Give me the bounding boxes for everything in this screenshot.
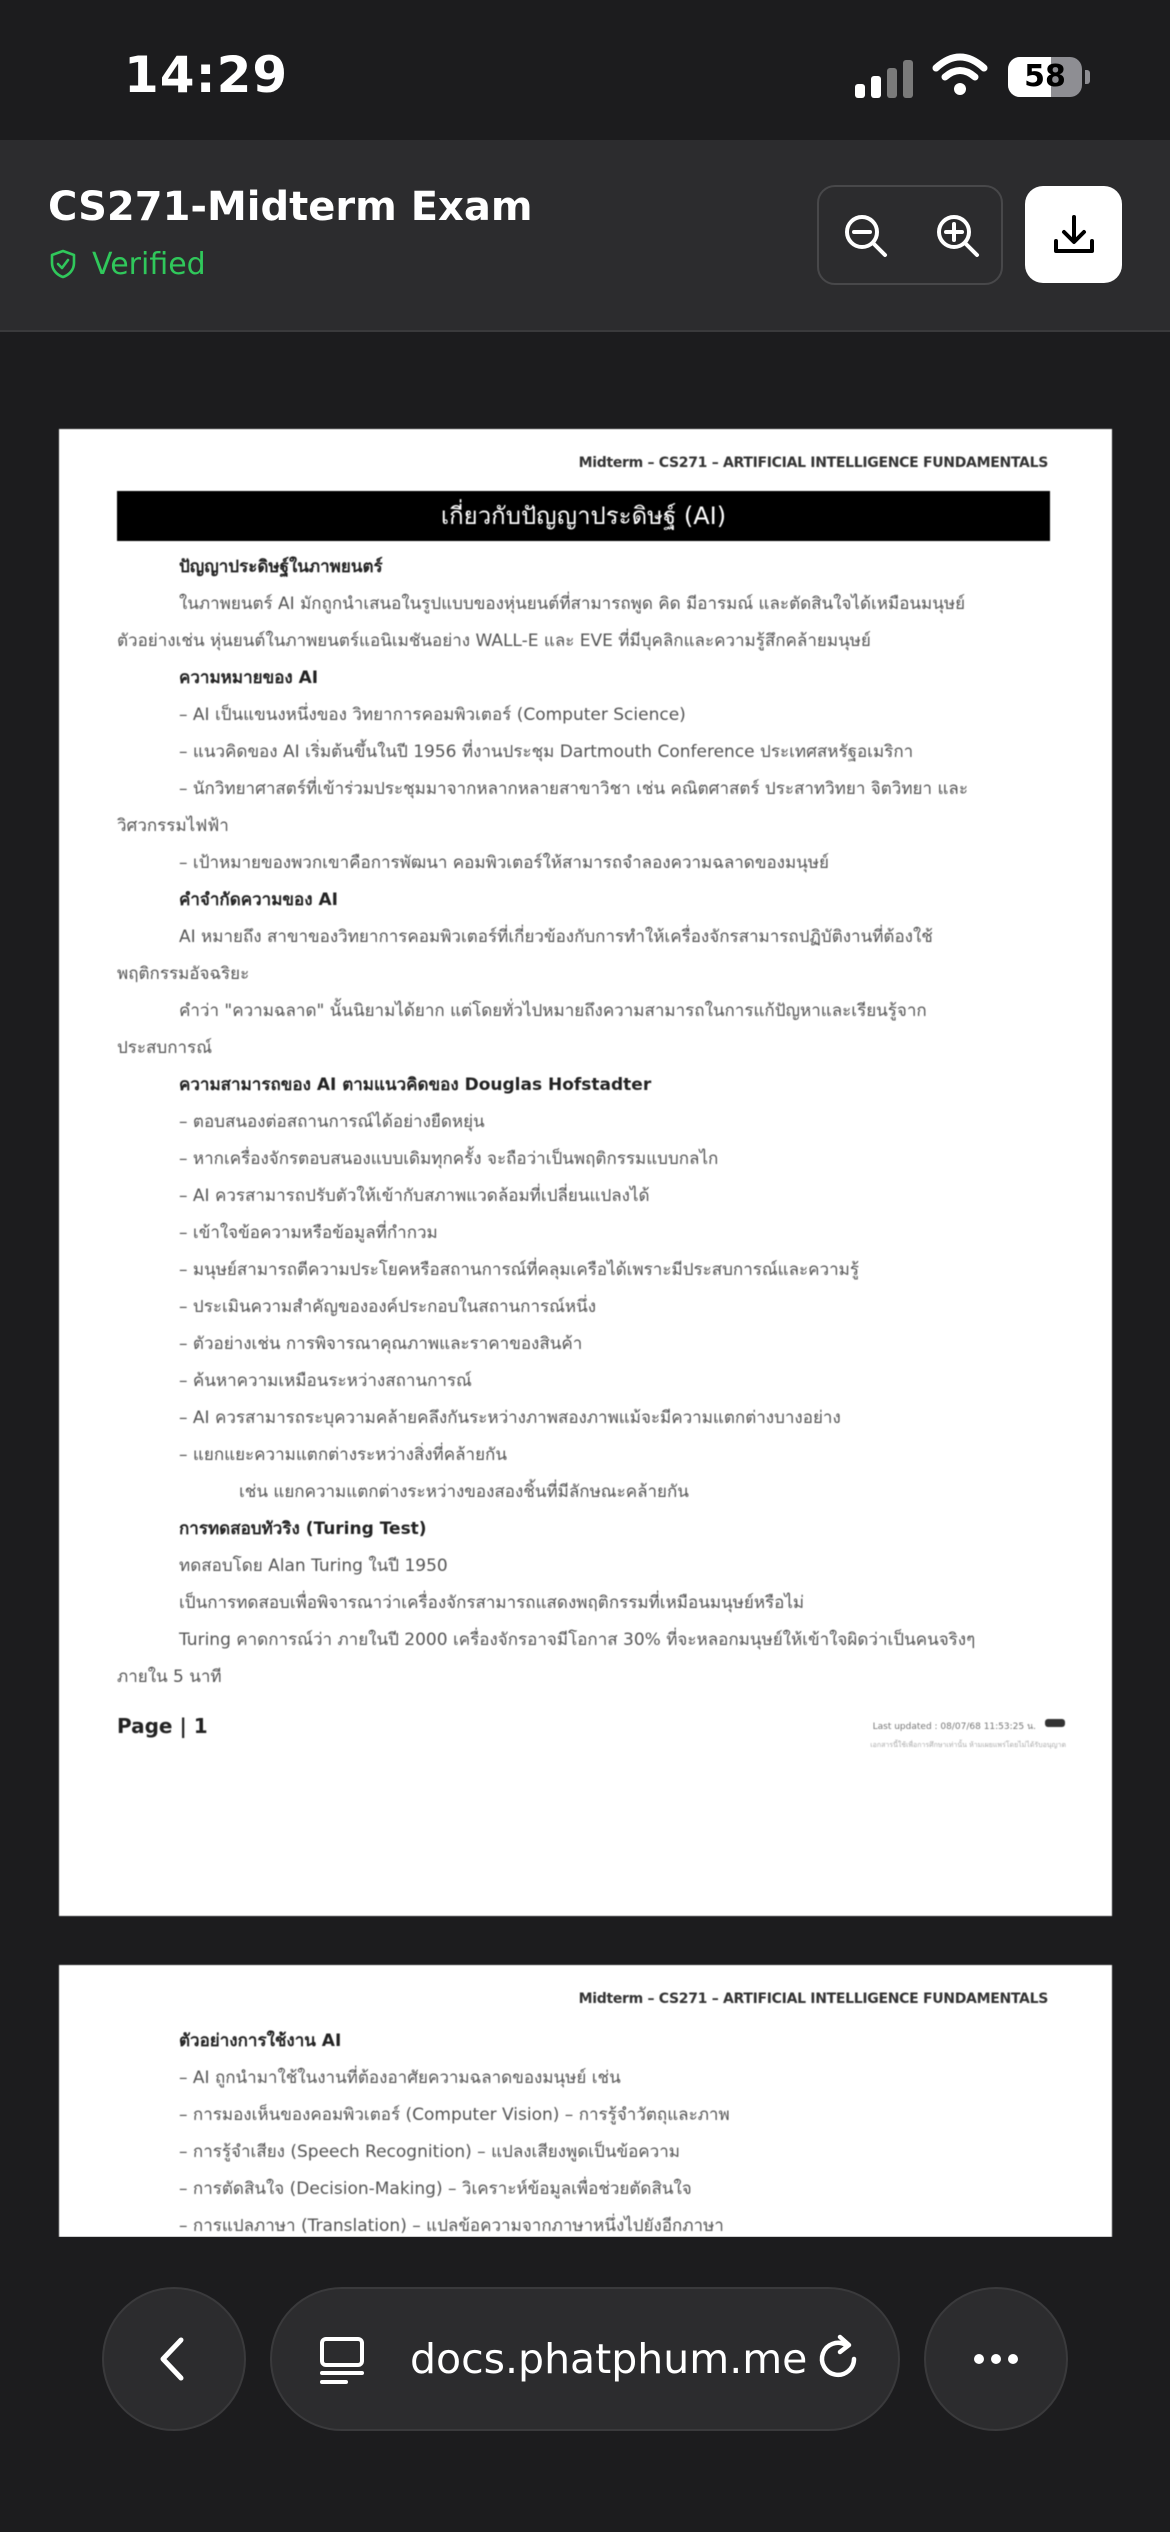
text-line: – AI ควรสามารถระบุความคล้ายคลึงกันระหว่างภาพสองภาพแม้จะมีความแตกต่างบางอย่าง xyxy=(179,1408,841,1428)
document-list-icon xyxy=(316,2331,374,2389)
text-line: – แนวคิดของ AI เริ่มต้นขึ้นในปี 1956 ที่งานประชุม Dartmouth Conference ประเทศสหรัฐอเมริกา xyxy=(179,742,914,762)
cellular-signal-icon xyxy=(855,58,915,98)
url-text: docs.phatphum.me xyxy=(410,2335,808,2383)
text-line: – การตัดสินใจ (Decision-Making) – วิเคราะห์ข้อมูลเพื่อช่วยตัดสินใจ xyxy=(179,2179,692,2199)
battery-percent: 58 xyxy=(1024,59,1066,94)
text-line: ภายใน 5 นาที xyxy=(117,1667,222,1687)
text-line: คำว่า "ความฉลาด" นั้นนิยามได้ยาก แต่โดยทั่วไปหมายถึงความสามารถในการแก้ปัญหาและเรียนรู้จาก xyxy=(179,1001,927,1021)
page-meta-note: เอกสารนี้ใช้เพื่อการศึกษาเท่านั้น ห้ามเผยแพร่โดยไม่ได้รับอนุญาต xyxy=(870,1741,1066,1749)
text-line: ทดสอบโดย Alan Turing ในปี 1950 xyxy=(179,1556,448,1576)
text-line: ตัวอย่างเช่น หุ่นยนต์ในภาพยนตร์แอนิเมชันอย่าง WALL-E และ EVE ที่มีบุคลิกและความรู้สึกคล้ายมนุษย์ xyxy=(117,631,871,651)
text-line: เช่น แยกความแตกต่างระหว่างของสองชิ้นที่มีลักษณะคล้ายกัน xyxy=(239,1482,689,1502)
wifi-icon xyxy=(932,52,988,96)
text-line: AI หมายถึง สาขาของวิทยาการคอมพิวเตอร์ที่เกี่ยวข้องกับการทำให้เครื่องจักรสามารถปฏิบัติงานที่ต้องใช้ xyxy=(179,927,933,947)
text-line: Turing คาดการณ์ว่า ภายในปี 2000 เครื่องจักรอาจมีโอกาส 30% ที่จะหลอกมนุษย์ให้เข้าใจผิดว่าเป็นคนจริงๆ xyxy=(179,1630,976,1650)
reload-icon[interactable] xyxy=(810,2331,866,2387)
section-heading: การทดสอบทัวริง (Turing Test) xyxy=(179,1519,427,1539)
browser-toolbar xyxy=(0,2237,1170,2532)
ellipsis-icon xyxy=(967,2330,1025,2388)
section-title: เกี่ยวกับปัญญาประดิษฐ์ (AI) xyxy=(117,491,1050,541)
zoom-out-button[interactable] xyxy=(819,187,911,283)
text-line: – เป้าหมายของพวกเขาคือการพัฒนา คอมพิวเตอร์ให้สามารถจำลองความฉลาดของมนุษย์ xyxy=(179,853,829,873)
section-heading: ความหมายของ AI xyxy=(179,668,319,688)
text-line: – มนุษย์สามารถตีความประโยคหรือสถานการณ์ที่คลุมเครือได้เพราะมีประสบการณ์และความรู้ xyxy=(179,1260,859,1280)
text-line: – นักวิทยาศาสตร์ที่เข้าร่วมประชุมมาจากหลากหลายสาขาวิชา เช่น คณิตศาสตร์ ประสาทวิทยา จิตวิทยา และ xyxy=(179,779,968,799)
text-line: – AI ถูกนำมาใช้ในงานที่ต้องอาศัยความฉลาดของมนุษย์ เช่น xyxy=(179,2068,621,2088)
page-content xyxy=(117,549,1050,1696)
page-content xyxy=(117,2023,1050,2237)
zoom-in-button[interactable] xyxy=(911,187,1003,283)
text-line: – การแปลภาษา (Translation) – แปลข้อความจากภาษาหนึ่งไปยังอีกภาษา xyxy=(179,2216,724,2236)
text-line: – การมองเห็นของคอมพิวเตอร์ (Computer Vision) – การรู้จำวัตถุและภาพ xyxy=(179,2105,730,2125)
document-header xyxy=(0,140,1170,332)
text-line: – AI เป็นแขนงหนึ่งของ วิทยาการคอมพิวเตอร์ (Computer Science) xyxy=(179,705,686,725)
page-meta: Last updated : 08/07/68 11:53:25 น. xyxy=(872,1722,1036,1732)
text-line: พฤติกรรมอัจฉริยะ xyxy=(117,964,250,984)
text-line: – หากเครื่องจักรตอบสนองแบบเดิมทุกครั้ง จะถือว่าเป็นพฤติกรรมแบบกลไก xyxy=(179,1149,719,1169)
chevron-left-icon xyxy=(145,2330,203,2388)
section-heading: คำจำกัดความของ AI xyxy=(179,890,338,910)
shield-check-icon xyxy=(48,249,78,279)
text-line: – ตอบสนองต่อสถานการณ์ได้อย่างยืดหยุ่น xyxy=(179,1112,485,1132)
page-running-head: Midterm – CS271 – ARTIFICIAL INTELLIGENCE FUNDAMENTALS xyxy=(578,1991,1048,2007)
text-line: เป็นการทดสอบเพื่อพิจารณาว่าเครื่องจักรสามารถแสดงพฤติกรรมที่เหมือนมนุษย์หรือไม่ xyxy=(179,1593,805,1613)
text-line: – ประเมินความสำคัญขององค์ประกอบในสถานการณ์หนึ่ง xyxy=(179,1297,597,1317)
zoom-in-icon xyxy=(933,211,981,259)
page-running-head: Midterm – CS271 – ARTIFICIAL INTELLIGENCE FUNDAMENTALS xyxy=(578,455,1048,471)
section-heading: ปัญญาประดิษฐ์ในภาพยนตร์ xyxy=(179,557,383,577)
text-line: ในภาพยนตร์ AI มักถูกนำเสนอในรูปแบบของหุ่นยนต์ที่สามารถพูด คิด มีอารมณ์ และตัดสินใจได้เหมือนมนุษย์ xyxy=(179,594,966,614)
section-heading: ความสามารถของ AI ตามแนวคิดของ Douglas Hofstadter xyxy=(179,1075,652,1095)
more-button[interactable] xyxy=(924,2287,1068,2431)
download-icon xyxy=(1050,211,1098,259)
verified-label: Verified xyxy=(92,246,206,282)
text-line: – การรู้จำเสียง (Speech Recognition) – แปลงเสียงพูดเป็นข้อความ xyxy=(179,2142,680,2162)
download-button[interactable] xyxy=(1025,186,1122,283)
document-title: CS271-Midterm Exam xyxy=(48,184,533,230)
text-line: – แยกแยะความแตกต่างระหว่างสิ่งที่คล้ายกัน xyxy=(179,1445,507,1465)
text-line: – AI ควรสามารถปรับตัวให้เข้ากับสภาพแวดล้อมที่เปลี่ยนแปลงได้ xyxy=(179,1186,650,1206)
zoom-controls xyxy=(817,185,1003,285)
verified-badge xyxy=(48,246,206,282)
section-heading: ตัวอย่างการใช้งาน AI xyxy=(179,2031,342,2051)
text-line: – เข้าใจข้อความหรือข้อมูลที่กำกวม xyxy=(179,1223,438,1243)
address-bar[interactable] xyxy=(270,2287,900,2431)
status-bar xyxy=(0,0,1170,140)
document-viewer[interactable] xyxy=(0,334,1170,2237)
text-line: – ตัวอย่างเช่น การพิจารณาคุณภาพและราคาของสินค้า xyxy=(179,1334,583,1354)
logo-icon xyxy=(1044,1717,1066,1729)
text-line: วิศวกรรมไฟฟ้า xyxy=(117,816,229,836)
text-line: – ค้นหาความเหมือนระหว่างสถานการณ์ xyxy=(179,1371,472,1391)
document-page-2 xyxy=(59,1965,1112,2237)
page-number: Page | 1 xyxy=(117,1714,208,1738)
zoom-out-icon xyxy=(841,211,889,259)
back-button[interactable] xyxy=(102,2287,246,2431)
battery-indicator xyxy=(1008,57,1088,97)
text-line: ประสบการณ์ xyxy=(117,1038,212,1058)
status-time: 14:29 xyxy=(124,46,289,104)
document-page-1 xyxy=(59,429,1112,1916)
